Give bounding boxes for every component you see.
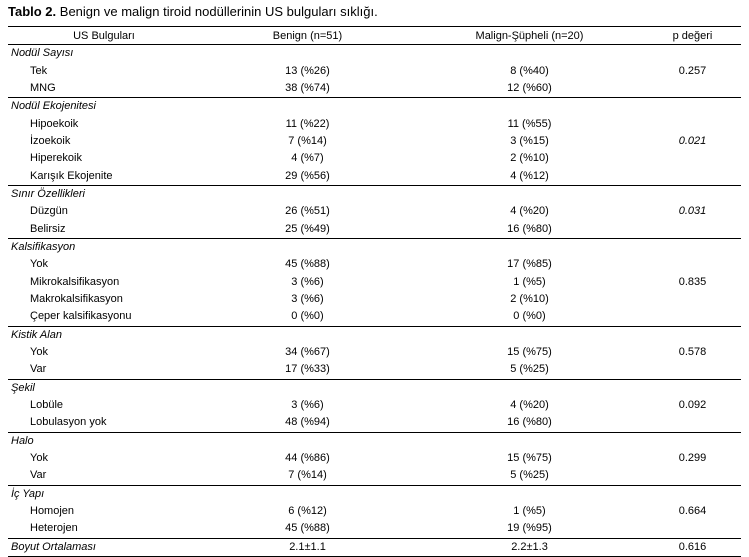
empty-cell <box>415 98 644 116</box>
p-value-cell: 0.664 <box>644 485 741 538</box>
table-row <box>8 308 741 326</box>
footer-benign: 2.1±1.1 <box>200 538 415 556</box>
group-title: İç Yapı <box>8 485 200 503</box>
table-row <box>8 115 741 132</box>
benign-value: 4 (%7) <box>291 152 324 165</box>
benign-value: 44 (%86) <box>285 452 330 465</box>
table-row <box>8 503 741 520</box>
group-header-row <box>8 185 741 203</box>
group-title: Şekil <box>8 379 200 397</box>
malign-value: 12 (%60) <box>507 81 552 94</box>
findings-table <box>8 26 741 557</box>
row-label: Düzgün <box>30 205 68 218</box>
row-label: Makrokalsifikasyon <box>30 292 123 305</box>
group-header-row <box>8 326 741 344</box>
table-row <box>8 220 741 238</box>
benign-value: 29 (%56) <box>285 169 330 182</box>
malign-value: 17 (%85) <box>507 258 552 271</box>
row-label: Yok <box>30 346 48 359</box>
empty-cell <box>200 485 415 503</box>
empty-cell <box>200 185 415 203</box>
malign-value: 4 (%20) <box>510 205 549 218</box>
group-header-row <box>8 238 741 256</box>
row-label: İzoekoik <box>30 134 71 147</box>
footer-malign: 2.2±1.3 <box>415 538 644 556</box>
table-row <box>8 450 741 467</box>
group-title: Kalsifikasyon <box>8 238 200 256</box>
malign-value: 5 (%25) <box>510 469 549 482</box>
row-label: Hiperekoik <box>30 152 82 165</box>
benign-value: 34 (%67) <box>285 346 330 359</box>
footer-p-value: 0.616 <box>644 538 741 556</box>
empty-cell <box>200 379 415 397</box>
p-value-cell: 0.578 <box>644 326 741 379</box>
table-row <box>8 414 741 432</box>
table-row <box>8 361 741 379</box>
benign-value: 3 (%6) <box>291 292 324 305</box>
table-row <box>8 520 741 538</box>
row-label: Heterojen <box>30 522 78 535</box>
p-value-cell: 0.031 <box>644 185 741 238</box>
table-row <box>8 256 741 273</box>
empty-cell <box>415 485 644 503</box>
header-malign: Malign-Şüpheli (n=20) <box>415 27 644 45</box>
p-value-cell: 0.092 <box>644 379 741 432</box>
header-row <box>8 27 741 45</box>
row-label: Belirsiz <box>30 222 66 235</box>
header-us-findings: US Bulguları <box>8 27 200 45</box>
benign-value: 3 (%6) <box>291 275 324 288</box>
group-header-row <box>8 432 741 450</box>
table-row <box>8 133 741 150</box>
malign-value: 4 (%20) <box>510 399 549 412</box>
header-benign: Benign (n=51) <box>200 27 415 45</box>
caption-prefix: Tablo 2. <box>8 4 57 19</box>
row-label: Tek <box>30 64 48 77</box>
empty-cell <box>200 238 415 256</box>
row-label: Yok <box>30 452 48 465</box>
caption-text: Benign ve malign tiroid nodüllerinin US bulguları sıklığı. <box>56 4 378 19</box>
malign-value: 1 (%5) <box>513 275 546 288</box>
table-row <box>8 167 741 185</box>
malign-value: 16 (%80) <box>507 222 552 235</box>
table-caption <box>8 4 378 19</box>
header-p-value: p değeri <box>644 27 741 45</box>
empty-cell <box>200 45 415 63</box>
malign-value: 11 (%55) <box>507 117 552 130</box>
benign-value: 45 (%88) <box>285 258 330 271</box>
malign-value: 1 (%5) <box>513 505 546 518</box>
table-row <box>8 62 741 79</box>
table-body <box>8 45 741 557</box>
p-value-cell: 0.257 <box>678 64 707 77</box>
benign-value: 26 (%51) <box>285 205 330 218</box>
benign-value: 17 (%33) <box>285 363 330 376</box>
row-label: MNG <box>30 81 56 94</box>
benign-value: 3 (%6) <box>291 399 324 412</box>
table-row <box>8 467 741 485</box>
empty-cell <box>415 379 644 397</box>
benign-value: 38 (%74) <box>285 81 330 94</box>
benign-value: 7 (%14) <box>288 134 327 147</box>
row-label: Homojen <box>30 505 75 518</box>
table-row <box>8 273 741 290</box>
group-title: Sınır Özellikleri <box>8 185 200 203</box>
row-label: Yok <box>30 258 48 271</box>
p-value-cell: 0.835 <box>644 238 741 326</box>
group-header-row <box>8 45 741 63</box>
benign-value: 48 (%94) <box>285 416 330 429</box>
empty-cell <box>415 326 644 344</box>
benign-value: 0 (%0) <box>291 310 324 323</box>
malign-value: 15 (%75) <box>507 346 552 359</box>
group-header-row <box>8 485 741 503</box>
group-title: Halo <box>8 432 200 450</box>
empty-cell <box>415 238 644 256</box>
row-label: Lobulasyon yok <box>30 416 107 429</box>
benign-value: 45 (%88) <box>285 522 330 535</box>
group-title: Nodül Ekojenitesi <box>8 98 200 116</box>
group-header-row <box>8 379 741 397</box>
empty-cell <box>415 45 644 63</box>
empty-cell <box>200 326 415 344</box>
empty-cell <box>415 432 644 450</box>
p-value-cell: 0.021 <box>644 98 741 186</box>
malign-value: 0 (%0) <box>513 310 546 323</box>
group-title: Nodül Sayısı <box>11 47 74 60</box>
empty-cell <box>415 185 644 203</box>
row-label: Çeper kalsifikasyonu <box>30 310 132 323</box>
row-label: Hipoekoik <box>30 117 79 130</box>
table-row <box>8 344 741 361</box>
malign-value: 2 (%10) <box>510 292 549 305</box>
table-row <box>8 150 741 167</box>
malign-value: 19 (%95) <box>507 522 552 535</box>
empty-cell <box>200 98 415 116</box>
malign-value: 16 (%80) <box>507 416 552 429</box>
benign-value: 13 (%26) <box>285 64 330 77</box>
malign-value: 2 (%10) <box>510 152 549 165</box>
table-row <box>8 291 741 308</box>
group-header-row <box>8 98 741 116</box>
malign-value: 4 (%12) <box>510 169 549 182</box>
table-row <box>8 80 741 98</box>
malign-value: 8 (%40) <box>510 64 549 77</box>
table-row <box>8 203 741 220</box>
benign-value: 7 (%14) <box>288 469 327 482</box>
benign-value: 25 (%49) <box>285 222 330 235</box>
benign-value: 6 (%12) <box>288 505 327 518</box>
footer-label: Boyut Ortalaması <box>8 538 200 556</box>
row-label: Karışık Ekojenite <box>30 169 113 182</box>
row-label: Var <box>30 363 47 376</box>
row-label: Var <box>30 469 47 482</box>
row-label: Mikrokalsifikasyon <box>30 275 120 288</box>
malign-value: 15 (%75) <box>507 452 552 465</box>
malign-value: 5 (%25) <box>510 363 549 376</box>
benign-value: 11 (%22) <box>285 117 330 130</box>
empty-cell <box>200 432 415 450</box>
footer-row <box>8 538 741 556</box>
malign-value: 3 (%15) <box>510 134 549 147</box>
table-row <box>8 397 741 414</box>
group-title: Kistik Alan <box>8 326 200 344</box>
row-label: Lobüle <box>30 399 64 412</box>
p-value-cell: 0.299 <box>644 432 741 485</box>
